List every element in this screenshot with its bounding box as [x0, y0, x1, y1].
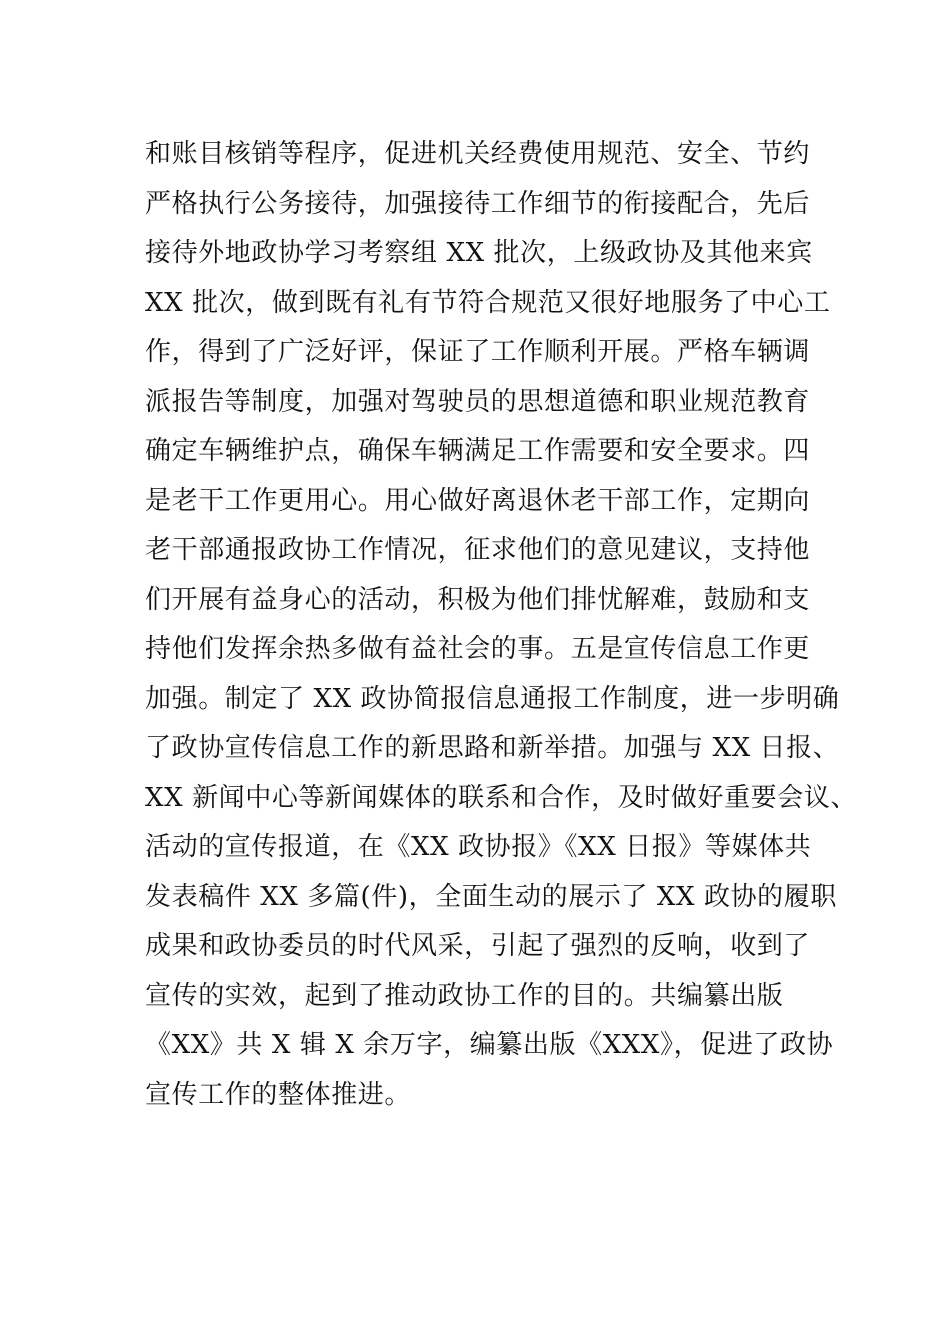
- text-line: 确定车辆维护点，确保车辆满足工作需要和安全要求。四: [145, 436, 811, 466]
- text-line: 活动的宣传报道，在《XX 政协报》《XX 日报》等媒体共: [145, 832, 812, 862]
- text-line: 持他们发挥余热多做有益社会的事。五是宣传信息工作更: [145, 634, 811, 664]
- text-line: 了政协宣传信息工作的新思路和新举措。加强与 XX 日报、: [145, 733, 840, 763]
- text-line: 派报告等制度，加强对驾驶员的思想道德和职业规范教育: [145, 386, 811, 417]
- text-line: 是老干工作更用心。用心做好离退休老干部工作，定期向: [145, 485, 811, 516]
- text-line: XX 批次，做到既有礼有节符合规范又很好地服务了中心工: [145, 287, 831, 318]
- text-line: 和账目核销等程序，促进机关经费使用规范、安全、节约: [145, 139, 811, 169]
- body-paragraph: [145, 130, 858, 1120]
- text-line: 宣传的实效，起到了推动政协工作的目的。共编纂出版: [145, 980, 784, 1011]
- text-line: 严格执行公务接待，加强接待工作细节的衔接配合，先后: [145, 188, 811, 219]
- text-line: 《XX》共 X 辑 X 余万字，编纂出版《XXX》，促进了政协: [145, 1030, 834, 1060]
- text-line: 老干部通报政协工作情况，征求他们的意见建议，支持他: [145, 535, 811, 565]
- text-line: 加强。制定了 XX 政协简报信息通报工作制度，进一步明确: [145, 683, 840, 714]
- text-line: 宣传工作的整体推进。: [145, 1079, 412, 1110]
- text-line: 成果和政协委员的时代风采，引起了强烈的反响，收到了: [145, 931, 811, 961]
- text-line: 接待外地政协学习考察组 XX 批次，上级政协及其他来宾: [145, 238, 813, 268]
- text-line: XX 新闻中心等新闻媒体的联系和合作，及时做好重要会议、: [145, 782, 858, 813]
- text-line: 作，得到了广泛好评，保证了工作顺利开展。严格车辆调: [145, 337, 811, 367]
- text-line: 发表稿件 XX 多篇(件)，全面生动的展示了 XX 政协的履职: [145, 881, 837, 912]
- text-line: 们开展有益身心的活动，积极为他们排忧解难，鼓励和支: [145, 584, 811, 615]
